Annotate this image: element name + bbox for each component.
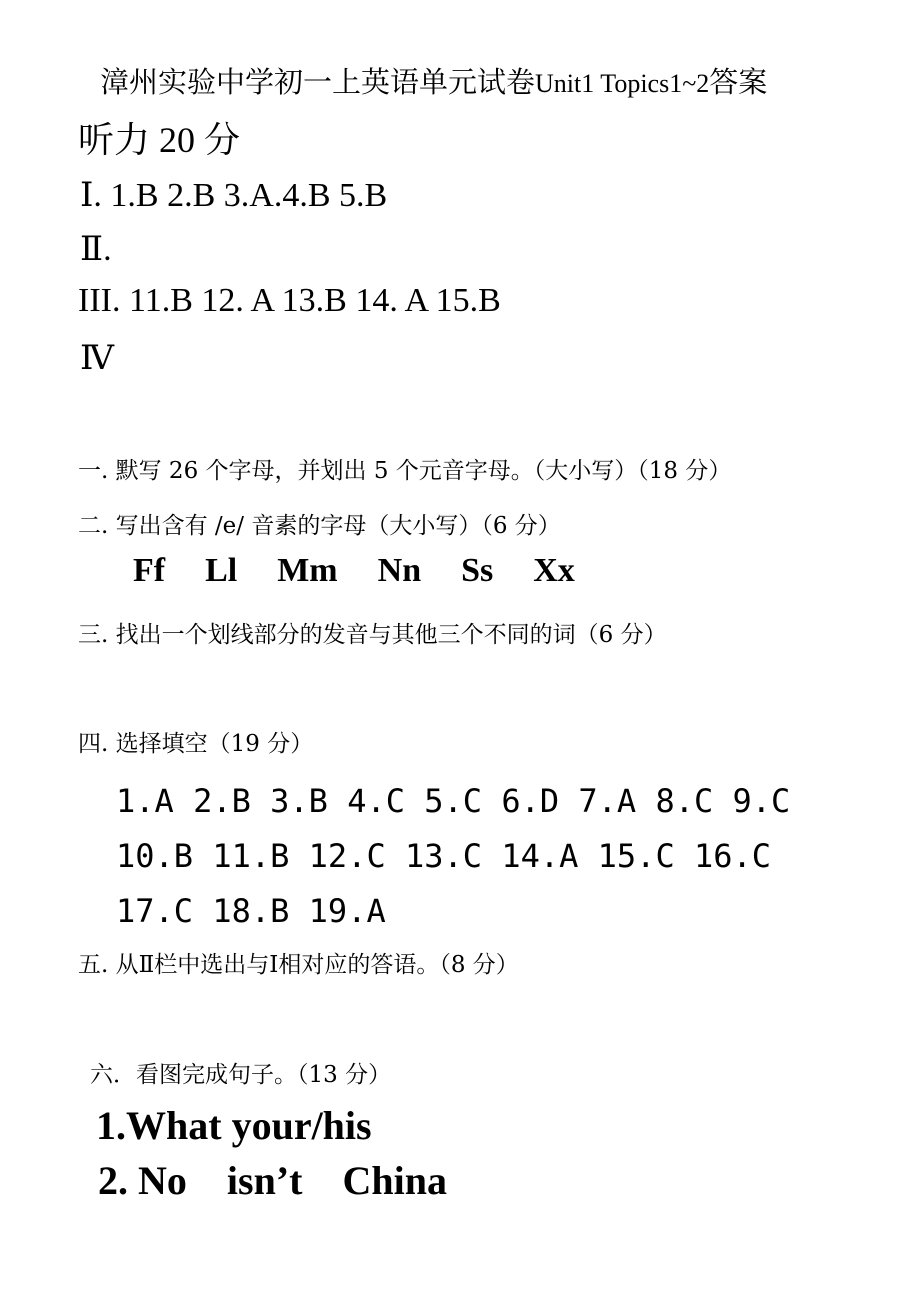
answer-row: 1.A 2.B 3.B 4.C 5.C 6.D 7.A 8.C 9.C bbox=[116, 782, 791, 820]
answer-row: 10.B 11.B 12.C 13.C 14.A 15.C 16.C bbox=[116, 837, 772, 875]
listening-part1: Ⅰ. 1.B 2.B 3.A.4.B 5.B bbox=[80, 177, 388, 214]
title-en: Unit1 Topics1~2 bbox=[535, 69, 710, 98]
letters-row bbox=[133, 552, 615, 590]
section-1: 一. 默写 26 个字母，并划出 5 个元音字母。（大小写）（18 分） bbox=[78, 458, 732, 484]
title-suffix: 答案 bbox=[709, 65, 768, 99]
letter-item: Xx bbox=[533, 552, 575, 589]
letter-item: Ss bbox=[461, 552, 494, 589]
section-3: 三. 找出一个划线部分的发音与其他三个不同的词（6 分） bbox=[78, 622, 667, 648]
section-2: 二. 写出含有 /e/ 音素的字母（大小写）（6 分） bbox=[78, 513, 561, 539]
section-4: 四. 选择填空（19 分） bbox=[78, 731, 314, 757]
letter-item: Nn bbox=[377, 552, 422, 589]
listening-part4: Ⅳ bbox=[80, 340, 114, 377]
letter-item: Ll bbox=[205, 552, 238, 589]
title-cn: 漳州实验中学初一上英语单元试卷 bbox=[100, 65, 536, 99]
page-title bbox=[100, 60, 767, 101]
letter-item: Ff bbox=[133, 552, 166, 589]
listening-part3: III. 11.B 12. A 13.B 14. A 15.B bbox=[78, 282, 501, 319]
sentence-answer: 1.What your/his bbox=[96, 1103, 372, 1148]
section-5: 五. 从Ⅱ栏中选出与Ⅰ相对应的答语。（8 分） bbox=[78, 952, 519, 978]
listening-part2: Ⅱ. bbox=[80, 231, 112, 268]
section-6: 六．看图完成句子。（13 分） bbox=[90, 1062, 392, 1088]
sentence-answer: 2. No isn’t China bbox=[98, 1158, 447, 1203]
letter-item: Mm bbox=[277, 552, 338, 589]
answer-row: 17.C 18.B 19.A bbox=[116, 892, 386, 930]
listening-heading: 听力 20 分 bbox=[78, 120, 241, 160]
